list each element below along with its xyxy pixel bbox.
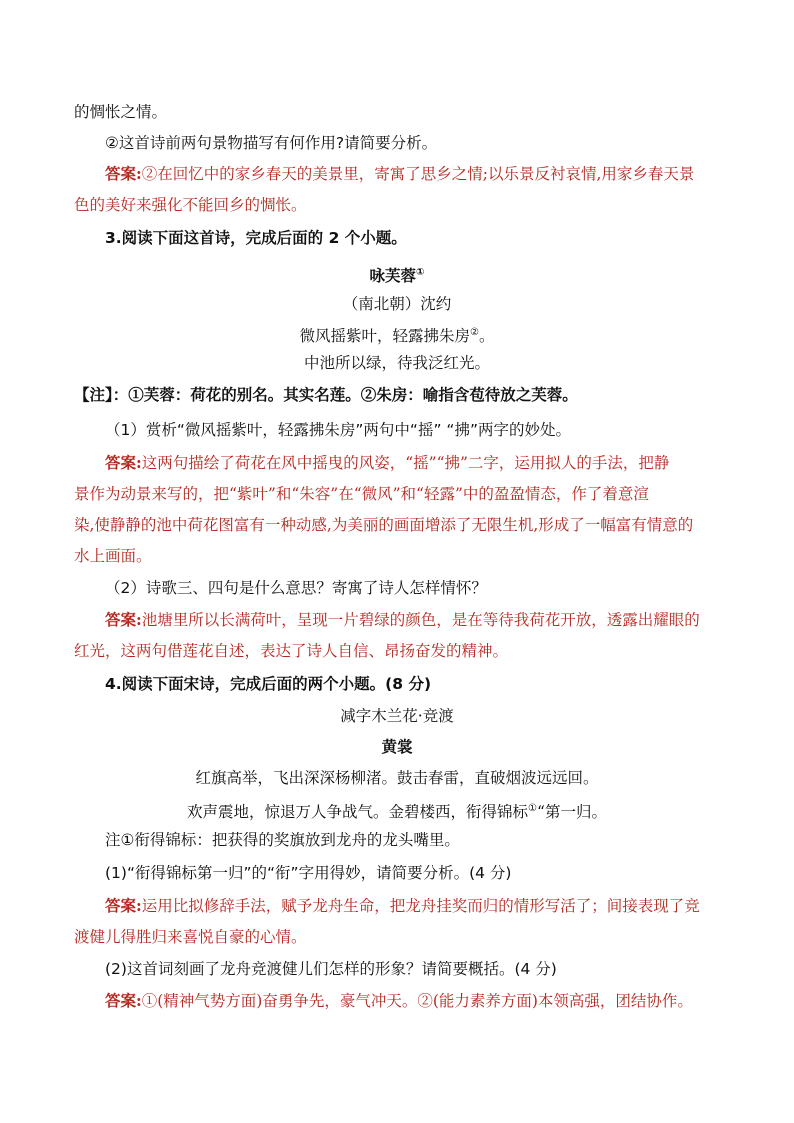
question-2: ②这首诗前两句景物描写有何作用?请简要分析。 <box>105 134 438 152</box>
answer-line: 答案:①(精神气势方面)奋勇争先，豪气冲天。②(能力素养方面)本领高强，团结协作。 <box>105 991 693 1010</box>
poem2-author: 黄裳 <box>381 737 413 756</box>
answer-line: 渡健儿得胜归来喜悦自豪的心情。 <box>74 928 307 946</box>
text-line: 的惆怅之情。 <box>74 103 168 121</box>
question-3-heading: 3.阅读下面这首诗，完成后面的 2 个小题。 <box>105 229 407 247</box>
answer-label: 答案: <box>105 991 142 1010</box>
answer-line: 红光，这两句借莲花自述，表达了诗人自信、昂扬奋发的精神。 <box>74 642 509 660</box>
answer-line: 染,使静静的池中荷花图富有一种动感,为美丽的画面增添了无限生机,形成了一幅富有情意的 <box>74 516 694 534</box>
poem2-line: 红旗高举，飞出深深杨柳渚。鼓击春雷，直破烟波远远回。 <box>195 769 599 787</box>
poem1-title: 咏芙蓉① <box>369 267 425 285</box>
poem1-note: 【注】：①芙蓉：荷花的别名。其实名莲。②朱房：喻指含苞待放之芙蓉。 <box>74 385 578 404</box>
answer-label: 答案: <box>105 610 142 629</box>
question-4-1: (1)“衔得锦标第一归”的“衔”字用得妙，请简要分析。(4 分) <box>105 864 512 882</box>
poem1-line: 中池所以绿，待我泛红光。 <box>303 354 490 372</box>
answer-line: 答案:池塘里所以长满荷叶，呈现一片碧绿的颜色，是在等待我荷花开放，透露出耀眼的 <box>105 610 700 629</box>
poem2-note: 注①衔得锦标：把获得的奖旗放到龙舟的龙头嘴里。 <box>105 831 460 849</box>
question-3-1: （1）赏析“微风摇紫叶，轻露拂朱房”两句中“摇” “拂”两字的妙处。 <box>105 421 571 439</box>
question-4-2: (2)这首词刻画了龙舟竞渡健儿们怎样的形象？请简要概括。(4 分) <box>105 960 557 978</box>
question-4-heading: 4.阅读下面宋诗，完成后面的两个小题。(8 分) <box>105 675 432 693</box>
poem1-author: （南北朝）沈约 <box>342 295 452 313</box>
answer-line: 色的美好来强化不能回乡的惆怅。 <box>74 196 307 214</box>
answer-line: 水上画面。 <box>74 547 152 565</box>
question-3-2: （2）诗歌三、四句是什么意思？寄寓了诗人怎样情怀？ <box>105 579 487 597</box>
answer-line: 景作为动景来写的，把“紫叶”和“朱容”在“微风”和“轻露”中的盈盈情态，作了着意渲 <box>74 485 649 503</box>
answer-line: 答案:②在回忆中的家乡春天的美景里，寄寓了思乡之情;以乐景反衬哀情,用家乡春天景 <box>105 164 695 183</box>
poem2-line: 欢声震地，惊退万人争战气。金碧楼西，衔得锦标①“第一归。 <box>187 803 607 821</box>
answer-label: 答案: <box>105 453 142 472</box>
poem2-title: 减字木兰花·竞渡 <box>340 707 454 725</box>
answer-label: 答案: <box>105 164 142 183</box>
answer-label: 答案: <box>105 896 142 915</box>
poem1-line: 微风摇紫叶，轻露拂朱房②。 <box>299 327 495 345</box>
answer-line: 答案:这两句描绘了荷花在风中摇曳的风姿，“摇”“拂”二字，运用拟人的手法，把静 <box>105 453 670 472</box>
answer-line: 答案:运用比拟修辞手法，赋予龙舟生命，把龙舟挂奖而归的情形写活了；间接表现了竞 <box>105 896 700 915</box>
